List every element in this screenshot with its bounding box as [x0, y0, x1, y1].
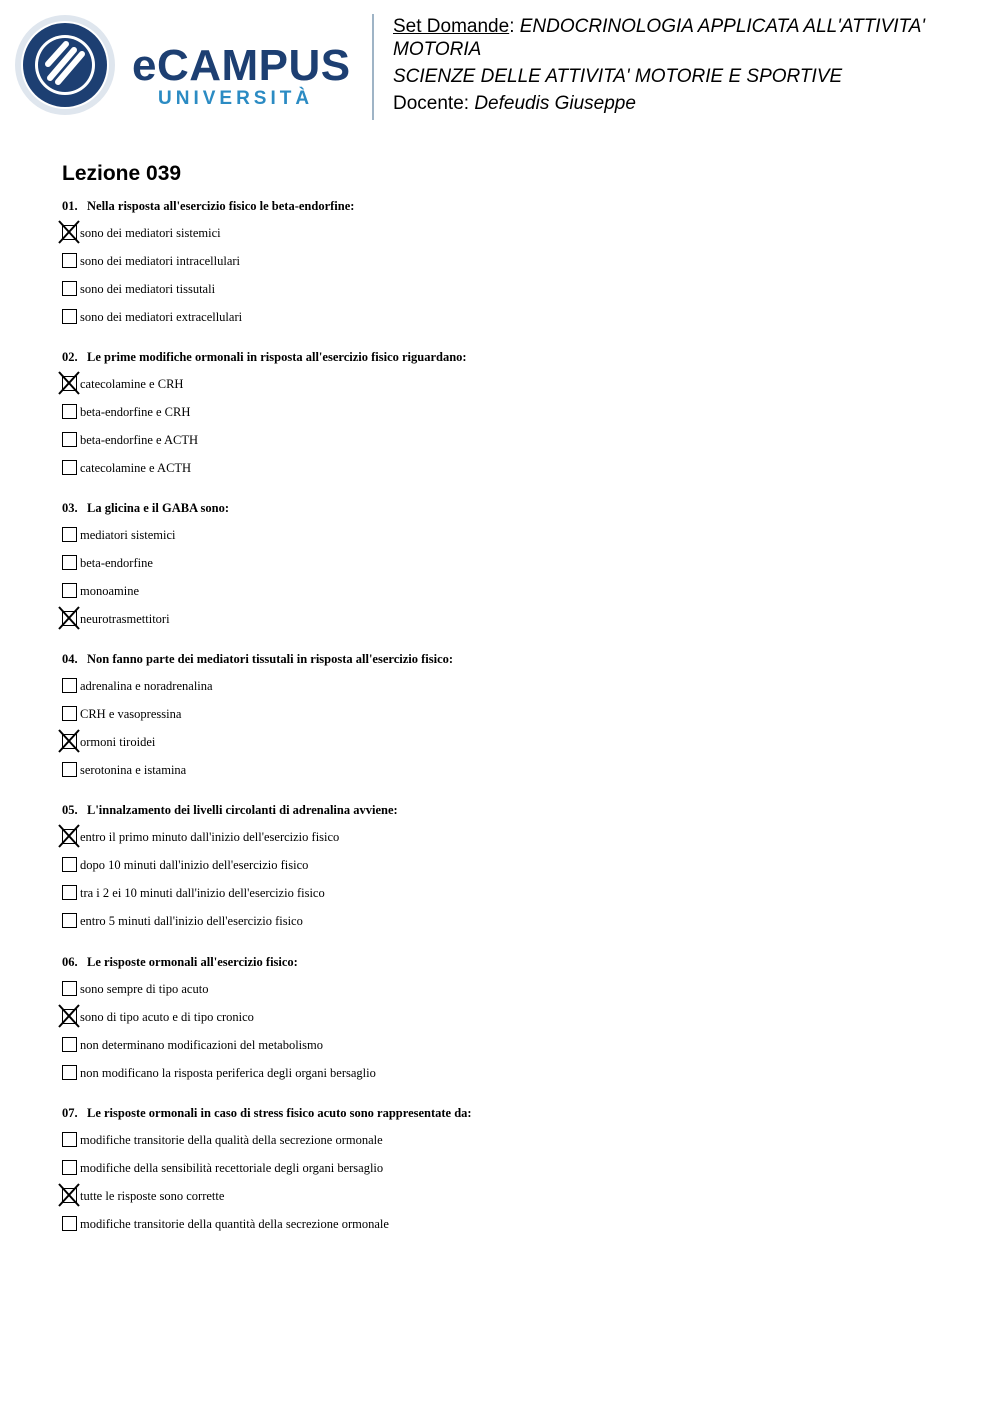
question-text: Le prime modifiche ormonali in risposta all'esercizio fisico riguardano:	[87, 350, 467, 364]
teacher-line	[393, 92, 983, 115]
answer-option[interactable]	[62, 829, 962, 857]
set-separator: :	[509, 16, 520, 37]
answer-label: CRH e vasopressina	[80, 707, 182, 721]
lesson-title: Lezione 039	[62, 162, 182, 185]
question-title	[62, 801, 962, 819]
answer-label: entro il primo minuto dall'inizio dell'esercizio fisico	[80, 830, 340, 844]
answer-label: ormoni tiroidei	[80, 735, 156, 749]
teacher-name: Defeudis Giuseppe	[474, 93, 636, 114]
question-block	[62, 650, 962, 790]
answer-option[interactable]	[62, 1132, 962, 1160]
answer-checkbox[interactable]	[62, 885, 77, 900]
answer-label: tra i 2 ei 10 minuti dall'inizio dell'esercizio fisico	[80, 886, 325, 900]
selected-cross-icon	[57, 605, 81, 631]
answer-option[interactable]	[62, 281, 962, 309]
answer-option[interactable]	[62, 253, 962, 281]
answer-label: sono dei mediatori sistemici	[80, 226, 221, 240]
answer-option[interactable]	[62, 1037, 962, 1065]
answer-checkbox[interactable]	[62, 857, 77, 872]
answer-option[interactable]	[62, 583, 962, 611]
question-number: 02.	[62, 350, 78, 364]
question-number: 04.	[62, 652, 78, 666]
answer-checkbox[interactable]	[62, 583, 77, 598]
answer-option[interactable]	[62, 404, 962, 432]
answer-label: non modificano la risposta periferica degli organi bersaglio	[80, 1066, 376, 1080]
answer-option[interactable]	[62, 1009, 962, 1037]
brand-subtitle: UNIVERSITÀ	[158, 88, 314, 109]
answer-checkbox[interactable]	[62, 432, 77, 447]
answer-label: modifiche transitorie della quantità della secrezione ormonale	[80, 1217, 389, 1231]
answer-label: sono di tipo acuto e di tipo cronico	[80, 1010, 254, 1024]
course-title: ENDOCRINOLOGIA APPLICATA ALL'ATTIVITA' MOTORIA	[393, 16, 926, 60]
question-text: L'innalzamento dei livelli circolanti di adrenalina avviene:	[87, 803, 398, 817]
question-block	[62, 348, 962, 488]
answer-label: mediatori sistemici	[80, 528, 176, 542]
answer-option[interactable]	[62, 527, 962, 555]
answer-label: catecolamine e CRH	[80, 377, 184, 391]
answer-label: dopo 10 minuti dall'inizio dell'esercizio fisico	[80, 858, 309, 872]
answer-label: entro 5 minuti dall'inizio dell'esercizio fisico	[80, 914, 303, 928]
answer-label: beta-endorfine e ACTH	[80, 433, 199, 447]
header-info	[393, 15, 983, 115]
answer-label: neurotrasmettitori	[80, 612, 170, 626]
answer-checkbox[interactable]	[62, 309, 77, 324]
answer-checkbox[interactable]	[62, 1160, 77, 1175]
answer-option[interactable]	[62, 762, 962, 790]
question-block	[62, 801, 962, 941]
teacher-label: Docente:	[393, 93, 475, 114]
answer-option[interactable]	[62, 1216, 962, 1244]
answer-option[interactable]	[62, 885, 962, 913]
answer-checkbox[interactable]	[62, 253, 77, 268]
answer-checkbox[interactable]	[62, 1132, 77, 1147]
question-block	[62, 197, 962, 337]
answer-option[interactable]	[62, 432, 962, 460]
selected-cross-icon	[57, 1182, 81, 1208]
selected-cross-icon	[57, 728, 81, 754]
answer-option[interactable]	[62, 225, 962, 253]
answer-option[interactable]	[62, 678, 962, 706]
question-title	[62, 650, 962, 668]
answer-checkbox[interactable]	[62, 913, 77, 928]
question-text: Nella risposta all'esercizio fisico le beta-endorfine:	[87, 199, 355, 213]
answer-option[interactable]	[62, 706, 962, 734]
question-text: Le risposte ormonali all'esercizio fisico:	[87, 955, 298, 969]
question-title	[62, 953, 962, 971]
header-divider	[372, 14, 374, 120]
page-header	[0, 0, 1000, 130]
answer-option[interactable]	[62, 555, 962, 583]
answer-checkbox[interactable]	[62, 404, 77, 419]
answer-label: tutte le risposte sono corrette	[80, 1189, 225, 1203]
answer-checkbox[interactable]	[62, 1216, 77, 1231]
answer-checkbox[interactable]	[62, 706, 77, 721]
answer-label: sono sempre di tipo acuto	[80, 982, 209, 996]
answer-checkbox[interactable]	[62, 678, 77, 693]
question-title	[62, 499, 962, 517]
answer-option[interactable]	[62, 1160, 962, 1188]
question-block	[62, 1104, 962, 1244]
answer-option[interactable]	[62, 1065, 962, 1093]
question-title	[62, 348, 962, 366]
brand-name: eCAMPUS	[132, 41, 351, 90]
answer-option[interactable]	[62, 913, 962, 941]
question-title	[62, 1104, 962, 1122]
question-number: 01.	[62, 199, 78, 213]
course-line	[393, 15, 983, 61]
question-title	[62, 197, 962, 215]
question-text: La glicina e il GABA sono:	[87, 501, 230, 515]
answer-option[interactable]	[62, 460, 962, 488]
answer-checkbox[interactable]	[62, 527, 77, 542]
brand-logo-text	[132, 41, 351, 90]
answer-label: sono dei mediatori extracellulari	[80, 310, 243, 324]
answer-checkbox[interactable]	[62, 1037, 77, 1052]
answer-option[interactable]	[62, 376, 962, 404]
answer-checkbox[interactable]	[62, 981, 77, 996]
answer-label: modifiche della sensibilità recettoriale degli organi bersaglio	[80, 1161, 384, 1175]
degree-line: SCIENZE DELLE ATTIVITA' MOTORIE E SPORTIVE	[393, 66, 843, 87]
answer-label: serotonina e istamina	[80, 763, 187, 777]
answer-checkbox[interactable]	[62, 555, 77, 570]
answer-label: monoamine	[80, 584, 140, 598]
question-block	[62, 499, 962, 639]
answer-label: sono dei mediatori intracellulari	[80, 254, 241, 268]
answer-checkbox[interactable]	[62, 1065, 77, 1080]
question-number: 03.	[62, 501, 78, 515]
answer-option[interactable]	[62, 857, 962, 885]
selected-cross-icon	[57, 1003, 81, 1029]
question-number: 05.	[62, 803, 78, 817]
question-block	[62, 953, 962, 1093]
answer-label: catecolamine e ACTH	[80, 461, 192, 475]
answer-label: non determinano modificazioni del metabolismo	[80, 1038, 323, 1052]
answer-option[interactable]	[62, 1188, 962, 1216]
question-text: Non fanno parte dei mediatori tissutali in risposta all'esercizio fisico:	[87, 652, 454, 666]
answer-option[interactable]	[62, 309, 962, 337]
question-text: Le risposte ormonali in caso di stress fisico acuto sono rappresentate da:	[87, 1106, 472, 1120]
selected-cross-icon	[57, 370, 81, 396]
university-seal-logo	[14, 14, 116, 116]
set-label: Set Domande	[393, 16, 510, 37]
selected-cross-icon	[57, 823, 81, 849]
answer-label: modifiche transitorie della qualità della secrezione ormonale	[80, 1133, 383, 1147]
question-number: 07.	[62, 1106, 78, 1120]
answer-option[interactable]	[62, 981, 962, 1009]
answer-option[interactable]	[62, 611, 962, 639]
answer-label: sono dei mediatori tissutali	[80, 282, 216, 296]
answer-label: beta-endorfine e CRH	[80, 405, 191, 419]
selected-cross-icon	[57, 219, 81, 245]
answer-option[interactable]	[62, 734, 962, 762]
answer-checkbox[interactable]	[62, 281, 77, 296]
answer-checkbox[interactable]	[62, 460, 77, 475]
answer-label: adrenalina e noradrenalina	[80, 679, 213, 693]
question-number: 06.	[62, 955, 78, 969]
answer-checkbox[interactable]	[62, 762, 77, 777]
answer-label: beta-endorfine	[80, 556, 153, 570]
